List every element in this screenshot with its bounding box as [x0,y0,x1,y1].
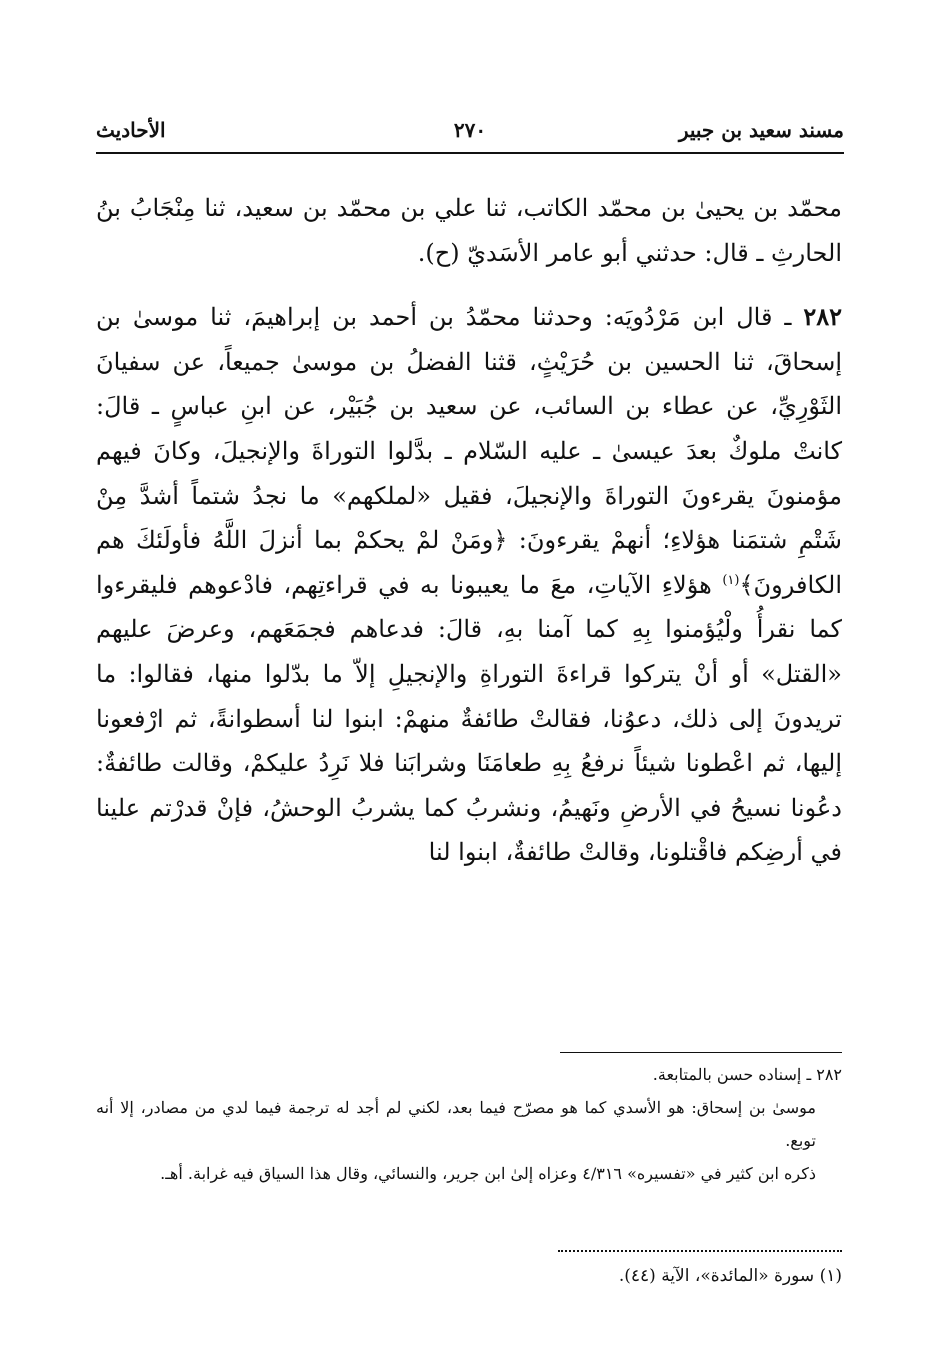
footnote-narrator: موسىٰ بن إسحاق: هو الأسدي كما هو مصرّح فيما بعد، لكني لم أجد له ترجمة فيما لدي من مصادر، إلا أنه توبع. [96,1098,816,1150]
paragraph-isnad: محمّد بن يحيىٰ بن محمّد الكاتب، ثنا علي بن محمّد بن سعيد، ثنا مِنْجَابُ بنُ الحارثِ ـ قال: حدثني أبو عامر الأسَديّ (ح). [96,194,842,267]
footnote-reference: ذكره ابن كثير في «تفسيره» ٤/٣١٦ وعزاه إلىٰ ابن جرير، والنسائي، وقال هذا السياق فيه غرابة. أهـ. [160,1164,816,1183]
dotted-divider [558,1250,842,1252]
footnotes [96,1058,842,1190]
main-text [96,186,842,875]
hadith-number: ٢٨٢ [803,302,842,332]
quran-citation: (١) سورة «المائدة»، الآية (٤٤). [618,1266,842,1286]
hadith-text-part1: ـ قال ابن مَرْدُويَه: وحدثنا محمّدُ بن أحمد بن إبراهيمَ، ثنا موسىٰ بن إسحاقَ، ثنا الحسين بن حُرَيْثٍ، قثنا الفضلُ بن موسىٰ جميعاً، عن سفيانَ الثَوْرِيِّ، عن عطاء بن السائب، عن سعيد بن جُبَيْر، عن ابنِ عباسٍ ـ قالَ: كانتْ ملوكٌ بعدَ عيسىٰ ـ عليه السّلام ـ بدَّلوا التوراةَ والإنجيلَ، وكانَ فيهم مؤمنونَ يقرءونَ التوراةَ والإنجيلَ، فقيل «لملكهم» ما نجدُ شتماً أشدَّ مِنْ شَتْمِ شتمَنا هؤلاءِ؛ أنهمْ يقرءونَ: ﴿ومَنْ لمْ يحكمْ بما أنزلَ اللَّهُ فأولَئكَ هم الكافرونَ﴾ [96,303,842,599]
book-title: مسند سعيد بن جبير [678,118,844,142]
paragraph-hadith [96,295,842,875]
header-divider [96,152,844,154]
footnote-ref: (١) [722,572,740,588]
footnote-divider [560,1052,842,1053]
section-title: الأحاديث [96,118,166,142]
paragraph-spacer [96,275,842,295]
hadith-text-part2: هؤلاءِ الآياتِ، معَ ما يعيبونا به في قراءتِهم، فادْعوهم فليقرءوا كما نقرأُ ولْيُؤمنوا بِهِ كما آمنا بهِ، قالَ: فدعاهم فجمَعَهم، وعرضَ عليهم «القتل» أو أنْ يتركوا قراءةَ التوراةِ والإنجيلِ إلاّ ما بدّلوا منها، فقالوا: ما تريدونَ إلى ذلك، دعوُنا، فقالتْ طائفةٌ منهمْ: ابنوا لنا أسطوانةً، ثم ارْفعونا إليها، ثم اعْطونا شيئاً نرفعُ بِهِ طعامَنَا وشرابَنا فلا نَرِدُ عليكمْ، وقالت طائفةٌ: دعُونا نسيحُ في الأرضِ ونَهيمُ، ونشربُ كما يشربُ الوحشُ، فإنْ قدرْتم علينا في أرضِكم فاقْتلونا، وقالتْ طائفةٌ، ابنوا لنا [96,570,842,867]
page-header [96,118,844,154]
footnote-grading: ٢٨٢ ـ إسناده حسن بالمتابعة. [652,1065,842,1084]
page-number: ٢٧٠ [453,118,487,142]
